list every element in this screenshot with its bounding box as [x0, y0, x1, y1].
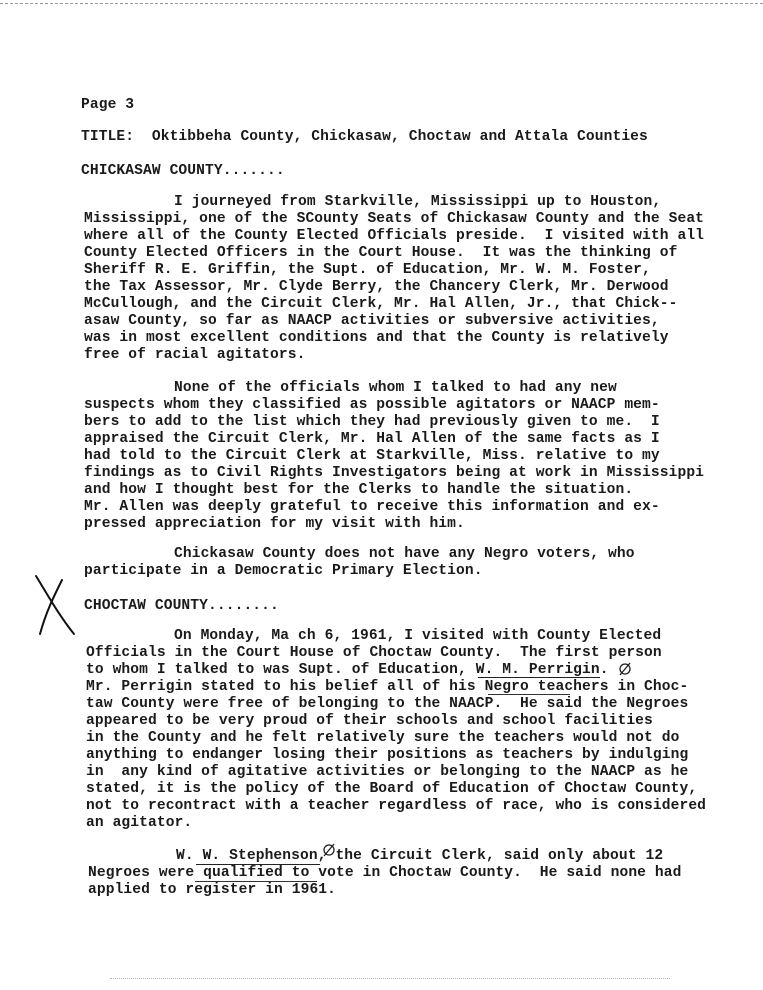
chickasaw-p1-line-3: where all of the County Elected Officials preside. I visited with all	[84, 228, 705, 244]
scan-bottom-artifact	[110, 978, 670, 979]
choctaw-p1-line-6: appeared to be very proud of their schools and school facilities	[86, 713, 653, 729]
chickasaw-p2-line-2: suspects whom they classified as possible agitators or NAACP mem-	[84, 397, 660, 413]
choctaw-p2-line-2: Negroes were qualified to vote in Choctaw County. He said none had	[88, 865, 682, 881]
chickasaw-p1-line-1: I journeyed from Starkville, Mississippi up to Houston,	[174, 194, 662, 210]
document-title: TITLE: Oktibbeha County, Chickasaw, Choctaw and Attala Counties	[81, 129, 648, 145]
chickasaw-p1-line-8: asaw County, so far as NAACP activities or subversive activities,	[84, 313, 660, 329]
choctaw-p1-line-8: anything to endanger losing their positions as teachers by indulging	[86, 747, 689, 763]
handwritten-check-mark-2	[321, 842, 337, 858]
choctaw-p1-line-11: not to recontract with a teacher regardless of race, who is considered	[86, 798, 707, 814]
chickasaw-p2-line-1: None of the officials whom I talked to had any new	[174, 380, 617, 396]
choctaw-p1-line-2: Officials in the Court House of Choctaw County. The first person	[86, 645, 662, 661]
page-top-edge	[0, 3, 763, 4]
chickasaw-p1-line-6: the Tax Assessor, Mr. Clyde Berry, the Chancery Clerk, Mr. Derwood	[84, 279, 669, 295]
chickasaw-p1-line-4: County Elected Officers in the Court House. It was the thinking of	[84, 245, 678, 261]
chickasaw-p3-line-2: participate in a Democratic Primary Election.	[84, 563, 483, 579]
underline-qualified	[195, 881, 317, 882]
chickasaw-p2-line-5: had told to the Circuit Clerk at Starkville, Miss. relative to my	[84, 448, 660, 464]
chickasaw-p2-line-4: appraised the Circuit Clerk, Mr. Hal Allen of the same facts as I	[84, 431, 660, 447]
chickasaw-p2-line-6: findings as to Civil Rights Investigators being at work in Mississippi	[84, 465, 705, 481]
page-number: Page 3	[81, 97, 135, 113]
choctaw-p1-line-3: to whom I talked to was Supt. of Education, W. M. Perrigin.	[86, 662, 609, 678]
choctaw-p1-line-10: stated, it is the policy of the Board of Education of Choctaw County,	[86, 781, 698, 797]
underline-negro	[488, 694, 570, 695]
choctaw-p2-line-3: applied to register in 1961.	[88, 882, 337, 898]
chickasaw-p1-line-7: McCullough, and the Circuit Clerk, Mr. Hal Allen, Jr., that Chick--	[84, 296, 678, 312]
section-heading-choctaw: CHOCTAW COUNTY........	[84, 598, 279, 614]
choctaw-p1-line-5: taw County were free of belonging to the NAACP. He said the Negroes	[86, 696, 689, 712]
handwritten-x-mark	[32, 572, 78, 638]
chickasaw-p2-line-9: pressed appreciation for my visit with him.	[84, 516, 465, 532]
handwritten-check-mark	[617, 661, 633, 677]
underline-perrigin	[478, 677, 600, 678]
choctaw-p1-line-4: Mr. Perrigin stated to his belief all of his Negro teachers in Choc-	[86, 679, 689, 695]
chickasaw-p1-line-2: Mississippi, one of the SCounty Seats of Chickasaw County and the Seat	[84, 211, 705, 227]
chickasaw-p1-line-10: free of racial agitators.	[84, 347, 306, 363]
chickasaw-p1-line-5: Sheriff R. E. Griffin, the Supt. of Education, Mr. W. M. Foster,	[84, 262, 651, 278]
choctaw-p1-line-12: an agitator.	[86, 815, 193, 831]
chickasaw-p1-line-9: was in most excellent conditions and that the County is relatively	[84, 330, 669, 346]
choctaw-p1-line-7: in the County and he felt relatively sure the teachers would not do	[86, 730, 680, 746]
chickasaw-p2-line-3: bers to add to the list which they had previously given to me. I	[84, 414, 660, 430]
chickasaw-p3-line-1: Chickasaw County does not have any Negro voters, who	[174, 546, 635, 562]
chickasaw-p2-line-8: Mr. Allen was deeply grateful to receive this information and ex-	[84, 499, 660, 515]
chickasaw-p2-line-7: and how I thought best for the Clerks to handle the situation.	[84, 482, 634, 498]
choctaw-p1-line-1: On Monday, Ma ch 6, 1961, I visited with County Elected	[174, 628, 662, 644]
choctaw-p1-line-9: in any kind of agitative activities or belonging to the NAACP as he	[86, 764, 689, 780]
underline-stephenson	[196, 864, 320, 865]
section-heading-chickasaw: CHICKASAW COUNTY.......	[81, 163, 285, 179]
choctaw-p2-line-1: W. W. Stephenson, the Circuit Clerk, said only about 12	[176, 848, 664, 864]
